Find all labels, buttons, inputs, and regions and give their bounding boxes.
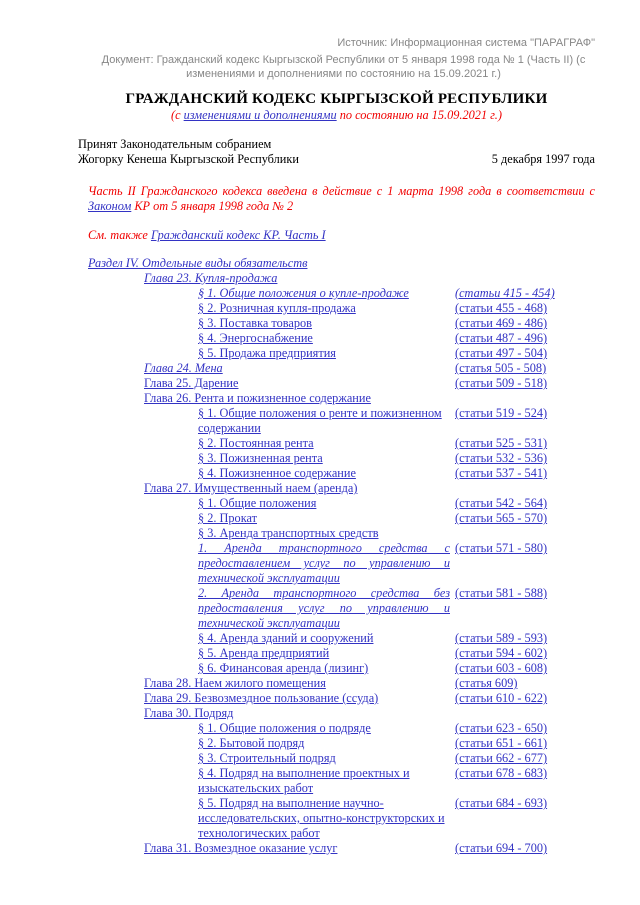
enactment-note-prefix: Часть II Гражданского кодекса введена в действие с 1 марта 1998 года в соответствии с [88, 184, 595, 198]
toc-row [78, 391, 595, 406]
toc-entry-link[interactable]: § 4. Энергоснабжение [198, 331, 313, 345]
toc-row [78, 541, 595, 586]
toc-entry-link[interactable]: Глава 24. Мена [144, 361, 223, 375]
toc-entry-link[interactable]: Глава 23. Купля-продажа [144, 271, 278, 285]
toc-entry-link[interactable]: § 4. Пожизненное содержание [198, 466, 356, 480]
toc-row [78, 766, 595, 796]
see-also-note [88, 228, 595, 243]
document-meta [78, 36, 595, 81]
adopted-by-body: Жогорку Кенеша Кыргызской Республики [78, 152, 299, 166]
toc-articles-link[interactable]: (статья 505 - 508) [455, 361, 547, 375]
part-one-link[interactable]: Гражданский кодекс КР. Часть I [150, 228, 326, 242]
toc-entry-link[interactable]: § 2. Прокат [198, 511, 257, 525]
toc-row [78, 316, 595, 331]
law-link[interactable]: Законом [88, 199, 132, 213]
toc-row [78, 301, 595, 316]
toc-row [78, 406, 595, 436]
toc-entry-link[interactable]: § 3. Пожизненная рента [198, 451, 323, 465]
toc-entry-link[interactable]: 2. Аренда транспортного средства без предоставления услуг по управлению и технической эксплуатации [198, 586, 450, 630]
toc-articles-link[interactable]: (статьи 487 - 496) [455, 331, 548, 345]
toc-row [78, 526, 595, 541]
toc-row [78, 286, 595, 301]
toc-articles-link[interactable]: (статьи 525 - 531) [455, 436, 548, 450]
toc-articles-link[interactable]: (статьи 684 - 693) [455, 796, 548, 810]
toc-articles-link[interactable]: (статьи 589 - 593) [455, 631, 548, 645]
toc-articles-link[interactable]: (статьи 469 - 486) [455, 316, 548, 330]
toc-entry-link[interactable]: Глава 26. Рента и пожизненное содержание [144, 391, 371, 405]
toc-articles-link[interactable]: (статьи 455 - 468) [455, 301, 548, 315]
toc-entry-link[interactable]: Глава 27. Имущественный наем (аренда) [144, 481, 358, 495]
toc-articles-link[interactable]: (статьи 509 - 518) [455, 376, 548, 390]
toc-entry-link[interactable]: 1. Аренда транспортного средства с предоставлением услуг по управлению и технической эксплуатации [198, 541, 450, 585]
adopted-by-line: Принят Законодательным собранием [78, 137, 272, 151]
toc-row [78, 481, 595, 496]
toc-entry-link[interactable]: § 1. Общие положения о подряде [198, 721, 371, 735]
toc-articles-link[interactable]: (статьи 542 - 564) [455, 496, 548, 510]
toc-articles-link[interactable]: (статья 609) [455, 676, 518, 690]
source-line: Источник: Информационная система "ПАРАГРАФ" [337, 37, 595, 49]
toc-row [78, 511, 595, 526]
toc-articles-link[interactable]: (статьи 497 - 504) [455, 346, 548, 360]
toc-articles-link[interactable]: (статьи 678 - 683) [455, 766, 548, 780]
page-title: ГРАЖДАНСКИЙ КОДЕКС КЫРГЫЗСКОЙ РЕСПУБЛИКИ [125, 91, 548, 107]
toc-entry-link[interactable]: § 3. Аренда транспортных средств [198, 526, 379, 540]
toc-articles-link[interactable]: (статьи 581 - 588) [455, 586, 548, 600]
toc-entry-link[interactable]: § 5. Подряд на выполнение научно-исследовательских, опытно-конструкторских и технологических работ [198, 796, 445, 840]
toc-row [78, 586, 595, 631]
toc-entry-link[interactable]: § 1. Общие положения о ренте и пожизненном содержании [198, 406, 442, 435]
toc-row [78, 676, 595, 691]
amendments-link[interactable]: изменениями и дополнениями [183, 108, 337, 122]
toc-articles-link[interactable]: (статьи 594 - 602) [455, 646, 548, 660]
toc-articles-link[interactable]: (статьи 565 - 570) [455, 511, 548, 525]
toc-articles-link[interactable]: (статьи 519 - 524) [455, 406, 548, 420]
toc-row [78, 271, 595, 286]
subtitle-prefix: (с [171, 108, 184, 122]
toc-row [78, 721, 595, 736]
see-also-prefix: См. также [88, 228, 151, 242]
subtitle-line [78, 108, 595, 123]
toc-entry-link[interactable]: § 3. Поставка товаров [198, 316, 312, 330]
toc-row [78, 436, 595, 451]
toc-row [78, 661, 595, 676]
toc-row [78, 256, 595, 271]
adoption-date: 5 декабря 1997 года [491, 152, 595, 166]
toc-entry-link[interactable]: Глава 25. Дарение [144, 376, 239, 390]
toc-entry-link[interactable]: § 6. Финансовая аренда (лизинг) [198, 661, 369, 675]
toc-row [78, 706, 595, 721]
toc-row [78, 496, 595, 511]
toc-entry-link[interactable]: § 4. Подряд на выполнение проектных и изыскательских работ [198, 766, 410, 795]
table-of-contents [78, 256, 595, 856]
toc-articles-link[interactable]: (статьи 623 - 650) [455, 721, 548, 735]
subtitle-suffix: по состоянию на 15.09.2021 г.) [336, 108, 502, 122]
toc-row [78, 646, 595, 661]
enactment-note-suffix: КР от 5 января 1998 года № 2 [131, 199, 294, 213]
toc-row [78, 841, 595, 856]
toc-articles-link[interactable]: (статьи 694 - 700) [455, 841, 548, 855]
toc-row [78, 466, 595, 481]
toc-row [78, 331, 595, 346]
toc-entry-link[interactable]: Глава 30. Подряд [144, 706, 234, 720]
toc-entry-link[interactable]: Глава 29. Безвозмездное пользование (ссуда) [144, 691, 379, 705]
toc-entry-link[interactable]: Глава 31. Возмездное оказание услуг [144, 841, 338, 855]
toc-entry-link[interactable]: § 3. Строительный подряд [198, 751, 336, 765]
toc-articles-link[interactable]: (статьи 571 - 580) [455, 541, 548, 555]
toc-row [78, 346, 595, 361]
toc-entry-link[interactable]: § 1. Общие положения о купле-продаже [198, 286, 409, 300]
toc-row [78, 376, 595, 391]
toc-row [78, 691, 595, 706]
toc-entry-link[interactable]: Раздел IV. Отдельные виды обязательств [88, 256, 308, 270]
toc-entry-link[interactable]: § 2. Постоянная рента [198, 436, 314, 450]
toc-row [78, 631, 595, 646]
toc-entry-link[interactable]: Глава 28. Наем жилого помещения [144, 676, 326, 690]
toc-articles-link[interactable]: (статьи 651 - 661) [455, 736, 548, 750]
toc-entry-link[interactable]: § 1. Общие положения [198, 496, 317, 510]
toc-row [78, 736, 595, 751]
toc-row [78, 361, 595, 376]
toc-row [78, 796, 595, 841]
enactment-note [88, 184, 595, 214]
toc-entry-link[interactable]: § 2. Бытовой подряд [198, 736, 305, 750]
toc-entry-link[interactable]: § 4. Аренда зданий и сооружений [198, 631, 374, 645]
toc-articles-link[interactable]: (статьи 537 - 541) [455, 466, 548, 480]
toc-articles-link[interactable]: (статьи 603 - 608) [455, 661, 548, 675]
document-line: Документ: Гражданский кодекс Кыргызской Республики от 5 января 1998 года № 1 (Часть II) (с изменениями и дополнениями по состоянию на 15.09.2021 г.) [101, 54, 586, 80]
toc-articles-link[interactable]: (статьи 415 - 454) [455, 286, 555, 300]
toc-entry-link[interactable]: § 5. Аренда предприятий [198, 646, 330, 660]
toc-articles-link[interactable]: (статьи 532 - 536) [455, 451, 548, 465]
toc-entry-link[interactable]: § 2. Розничная купля-продажа [198, 301, 356, 315]
adoption-row [78, 152, 595, 167]
toc-articles-link[interactable]: (статьи 610 - 622) [455, 691, 548, 705]
toc-entry-link[interactable]: § 5. Продажа предприятия [198, 346, 336, 360]
toc-articles-link[interactable]: (статьи 662 - 677) [455, 751, 548, 765]
toc-row [78, 751, 595, 766]
toc-row [78, 451, 595, 466]
